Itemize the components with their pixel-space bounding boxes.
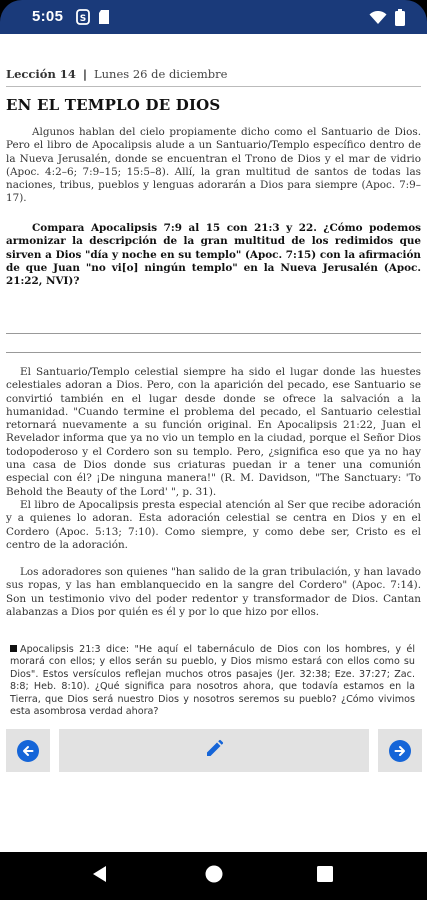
page-title: EN EL TEMPLO DE DIOS <box>6 96 221 114</box>
system-nav-bar <box>0 852 427 900</box>
write-notes-button[interactable] <box>59 729 369 772</box>
next-day-button[interactable] <box>378 729 422 772</box>
bottom-toolbar <box>0 729 427 779</box>
answer-line[interactable] <box>6 352 421 353</box>
lesson-reader <box>0 34 427 852</box>
home-nav-icon[interactable] <box>205 865 223 887</box>
bullet-square-icon <box>10 645 17 652</box>
reflection-note <box>10 644 415 718</box>
back-nav-icon[interactable] <box>92 865 108 887</box>
recents-nav-icon[interactable] <box>317 866 333 886</box>
lesson-header <box>6 67 421 81</box>
intro-paragraph: Algunos hablan del cielo propiamente dicho como el Santuario de Dios. Pero el libro de Apocalipsis alude a un Santuario/Templo específico dentro de la Nueva Jerusalén, donde se encuentran el Trono de Dios y el mar de vidrio (Apoc. 4:2–6; 7:9–15; 15:5–8). Allí, la gran multitud de santos de todas las naciones, tribus, pueblos y lenguas adorarán a Dios para siempre (Apoc. 7:9–17). <box>6 126 421 205</box>
answer-line[interactable] <box>6 333 421 334</box>
lesson-content[interactable] <box>0 34 427 729</box>
wifi-icon <box>369 11 387 30</box>
arrow-left-icon <box>17 740 39 762</box>
body-paragraph: Los adoradores son quienes "han salido de la gran tribulación, y han lavado sus ropas, y las han emblanquecido en la sangre del Cordero" (Apoc. 7:14). Son un testimonio vivo del poder redentor y transformador de Dios. Cantan alabanzas a Dios por quién es él y por lo que hizo por ellos. <box>6 566 421 618</box>
body-paragraph: El Santuario/Templo celestial siempre ha sido el lugar donde las huestes celestiales adoran a Dios. Pero, con la aparición del pecado, ese Santuario se convirtió también en el lugar desde donde se ofrece la salvación a la humanidad. "Cuando termine el problema del pecado, el Santuario celestial retornará nuevamente a su función original. En Apocalipsis 21:22, Juan el Revelador informa que ya no vio un templo en la ciudad, porque el Señor Dios todopoderoso y el Cordero son su templo. Pero, ¿significa eso que ya no hay una casa de Dios donde sus criaturas puedan ir a tener una comunión especial con él? ¡De ninguna manera!" (R. M. Davidson, "The Sanctuary: 'To Behold the Beauty of the Lord' ", p. 31). <box>6 366 421 498</box>
lesson-label: Lección 14 <box>6 67 76 81</box>
svg-text:S: S <box>79 14 87 24</box>
status-bar <box>0 0 427 34</box>
body-paragraph: El libro de Apocalipsis presta especial atención al Ser que recibe adoración y a quienes lo adoran. Esta adoración celestial se centra en Dios y en el Cordero (Apoc. 5:13; 7:10). Como siempre, y como debe ser, Cristo es el centro de la adoración. <box>6 499 421 551</box>
note-text: Apocalipsis 21:3 dice: "He aquí el tabernáculo de Dios con los hombres, y él morará con ellos; y ellos serán su pueblo, y Dios mismo estará con ellos como su Dios". Estos versículos reflejan muchos otros pasajes (Jer. 32:38; Eze. 37:27; Zac. 8:8; Heb. 8:10). ¿Qué significa para nosotros ahora, que todavía estamos en la Tierra, que Dios será nuestro Dios y nosotros seremos su pueblo? ¿Cómo vivimos esta asombrosa verdad ahora? <box>10 644 415 718</box>
lesson-separator: | <box>82 67 88 81</box>
status-time: 5:05 <box>32 8 64 25</box>
sd-card-icon <box>98 9 110 30</box>
data-saver-icon <box>76 9 90 30</box>
study-question: Compara Apocalipsis 7:9 al 15 con 21:3 y 22. ¿Cómo podemos armonizar la descripción de la gran multitud de los redimidos que sirven a Dios "día y noche en su templo" (Apoc. 7:15) con la afirmación de que Juan "no vi[o] ningún templo" en la Nueva Jerusalén (Apoc. 21:22, NVI)? <box>6 222 421 288</box>
previous-day-button[interactable] <box>6 729 50 772</box>
pencil-icon <box>204 739 224 763</box>
header-divider <box>6 86 421 87</box>
lesson-date: Lunes 26 de diciembre <box>94 67 228 81</box>
arrow-right-icon <box>389 740 411 762</box>
battery-icon <box>395 9 405 31</box>
